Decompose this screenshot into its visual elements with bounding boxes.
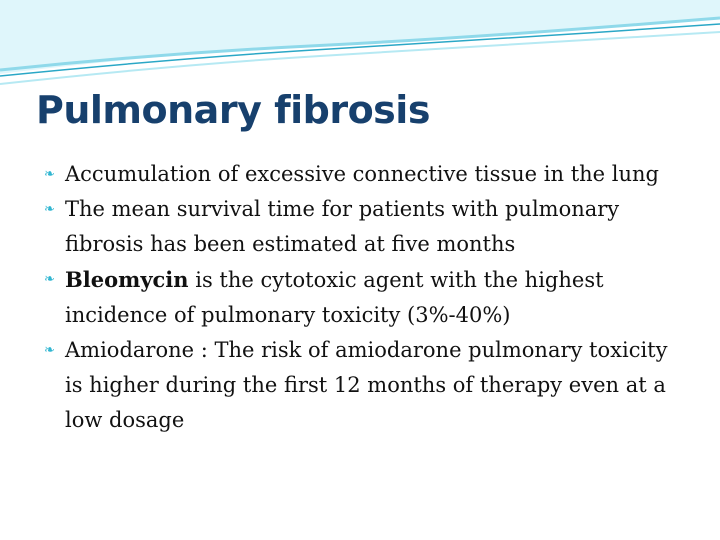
bullet-item-bleomycin	[44, 262, 684, 333]
bullet-text: is the cytotoxic agent with the highest incidence of pulmonary toxicity (3%-40%)	[65, 268, 604, 327]
bullet-text: Accumulation of excessive connective tissue in the lung	[65, 162, 659, 186]
slide-title: Pulmonary fibrosis	[36, 88, 430, 132]
bullet-text: The mean survival time for patients with pulmonary fibrosis has been estimated at five months	[65, 197, 620, 256]
bullet-list	[44, 157, 684, 438]
ornate-leaf-bullet-icon: ❧	[44, 202, 55, 217]
decorative-wave-header	[0, 0, 720, 90]
ornate-leaf-bullet-icon: ❧	[44, 272, 55, 287]
bullet-item-accumulation	[44, 157, 684, 192]
bullet-item-amiodarone	[44, 333, 684, 438]
ornate-leaf-bullet-icon: ❧	[44, 167, 55, 182]
ornate-leaf-bullet-icon: ❧	[44, 343, 55, 358]
bullet-text: Amiodarone : The risk of amiodarone pulmonary toxicity is higher during the first 12 months of therapy even at a low dosage	[65, 338, 668, 432]
bullet-emphasis: Bleomycin	[65, 267, 189, 292]
bullet-item-survival	[44, 192, 684, 262]
